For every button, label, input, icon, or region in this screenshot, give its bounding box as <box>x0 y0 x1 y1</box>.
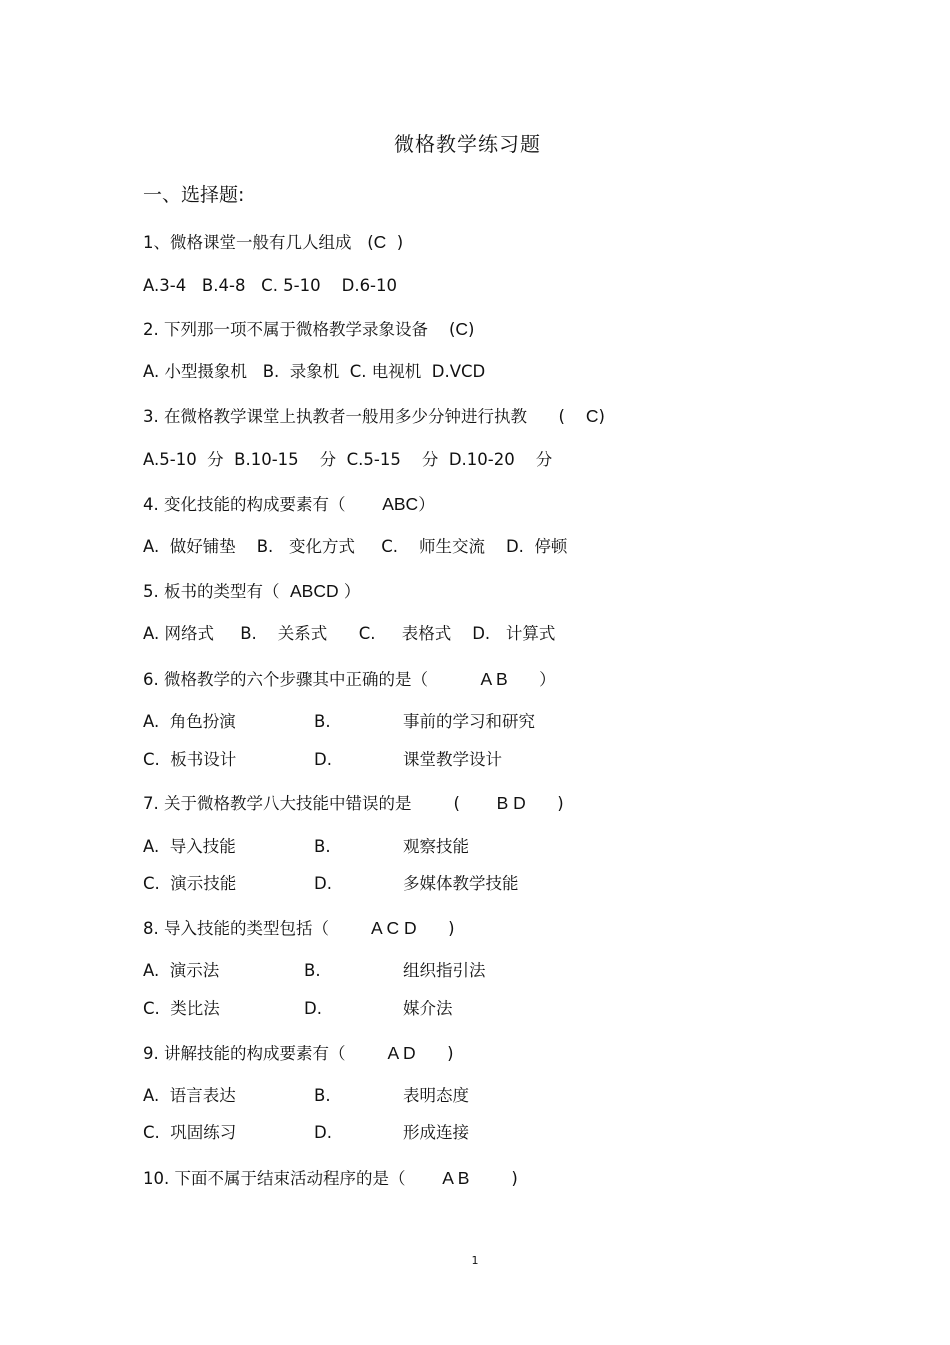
option-b-letter: B. <box>314 712 331 731</box>
option-a: A. 语言表达 <box>143 1086 236 1105</box>
question-close: ） <box>338 582 361 601</box>
question-close: ) <box>598 407 605 426</box>
question-1 <box>143 231 403 254</box>
question-stem: 9. 讲解技能的构成要素有（ <box>143 1044 388 1063</box>
question-answer: C <box>373 232 387 252</box>
question-answer: C <box>585 406 599 426</box>
question-stem: 3. 在微格教学课堂上执教者一般用多少分钟进行执教 ( <box>143 407 586 426</box>
option-d-text: 多媒体教学技能 <box>403 874 519 893</box>
option-d-text: 形成连接 <box>403 1123 469 1142</box>
question-stem: 8. 导入技能的类型包括（ <box>143 919 371 938</box>
question-answer: ABCD <box>289 581 339 601</box>
question-6 <box>143 668 556 691</box>
option-c: C. 演示技能 <box>143 874 237 893</box>
question-4-options: A. 做好铺垫 B. 变化方式 C. 师生交流 D. 停顿 <box>143 537 568 556</box>
question-close: ） <box>507 670 556 689</box>
option-c: C. 板书设计 <box>143 750 237 769</box>
option-b-letter: B. <box>314 1086 331 1105</box>
question-2 <box>143 318 474 341</box>
option-b-letter: B. <box>304 961 321 980</box>
option-c: C. 巩固练习 <box>143 1123 237 1142</box>
question-7 <box>143 792 564 815</box>
option-b-letter: B. <box>314 837 331 856</box>
question-answer: A D <box>387 1043 416 1063</box>
question-stem: 5. 板书的类型有（ <box>143 582 290 601</box>
question-close: ) <box>468 320 475 339</box>
question-3 <box>143 405 605 428</box>
question-answer: B D <box>496 793 526 813</box>
option-d-letter: D. <box>304 999 322 1018</box>
option-b-text: 事前的学习和研究 <box>403 712 535 731</box>
question-1-options: A.3-4 B.4-8 C. 5-10 D.6-10 <box>143 276 398 295</box>
question-8 <box>143 917 455 940</box>
question-stem: 6. 微格教学的六个步骤其中正确的是（ <box>143 670 481 689</box>
question-close: ) <box>525 794 564 813</box>
question-10 <box>143 1167 518 1190</box>
question-close: ) <box>415 1044 454 1063</box>
question-answer: A B <box>442 1168 470 1188</box>
question-close: ） <box>418 495 435 514</box>
option-d-letter: D. <box>314 1123 332 1142</box>
document-title: 微格教学练习题 <box>394 132 541 156</box>
page-number: 1 <box>471 1254 479 1267</box>
question-close: ) <box>469 1169 518 1188</box>
question-answer: A B <box>480 669 508 689</box>
question-answer: C <box>455 319 469 339</box>
question-4 <box>143 493 435 516</box>
question-stem: 4. 变化技能的构成要素有（ <box>143 495 383 514</box>
question-close: ) <box>386 233 404 252</box>
option-a: A. 演示法 <box>143 961 220 980</box>
question-stem: 2. 下列那一项不属于微格教学录象设备 ( <box>143 320 456 339</box>
section-heading: 一、选择题: <box>143 184 245 206</box>
option-a: A. 导入技能 <box>143 837 236 856</box>
option-a: A. 角色扮演 <box>143 712 236 731</box>
question-5-options: A. 网络式 B. 关系式 C. 表格式 D. 计算式 <box>143 624 556 643</box>
question-close: ) <box>416 919 455 938</box>
question-stem: 1、微格课堂一般有几人组成 ( <box>143 233 374 252</box>
option-c: C. 类比法 <box>143 999 220 1018</box>
option-d-text: 媒介法 <box>403 999 453 1018</box>
question-stem: 7. 关于微格教学八大技能中错误的是 ( <box>143 794 497 813</box>
option-b-text: 组织指引法 <box>403 961 486 980</box>
option-d-letter: D. <box>314 750 332 769</box>
option-d-letter: D. <box>314 874 332 893</box>
question-3-options: A.5-10 分 B.10-15 分 C.5-15 分 D.10-20 分 <box>143 450 553 469</box>
question-stem: 10. 下面不属于结束活动程序的是（ <box>143 1169 443 1188</box>
question-9 <box>143 1042 454 1065</box>
question-answer: A C D <box>370 918 417 938</box>
question-answer: ABC <box>382 494 419 514</box>
question-2-options: A. 小型摄象机 B. 录象机 C. 电视机 D.VCD <box>143 362 486 381</box>
option-b-text: 观察技能 <box>403 837 469 856</box>
question-5 <box>143 580 360 603</box>
option-d-text: 课堂教学设计 <box>403 750 502 769</box>
option-b-text: 表明态度 <box>403 1086 469 1105</box>
